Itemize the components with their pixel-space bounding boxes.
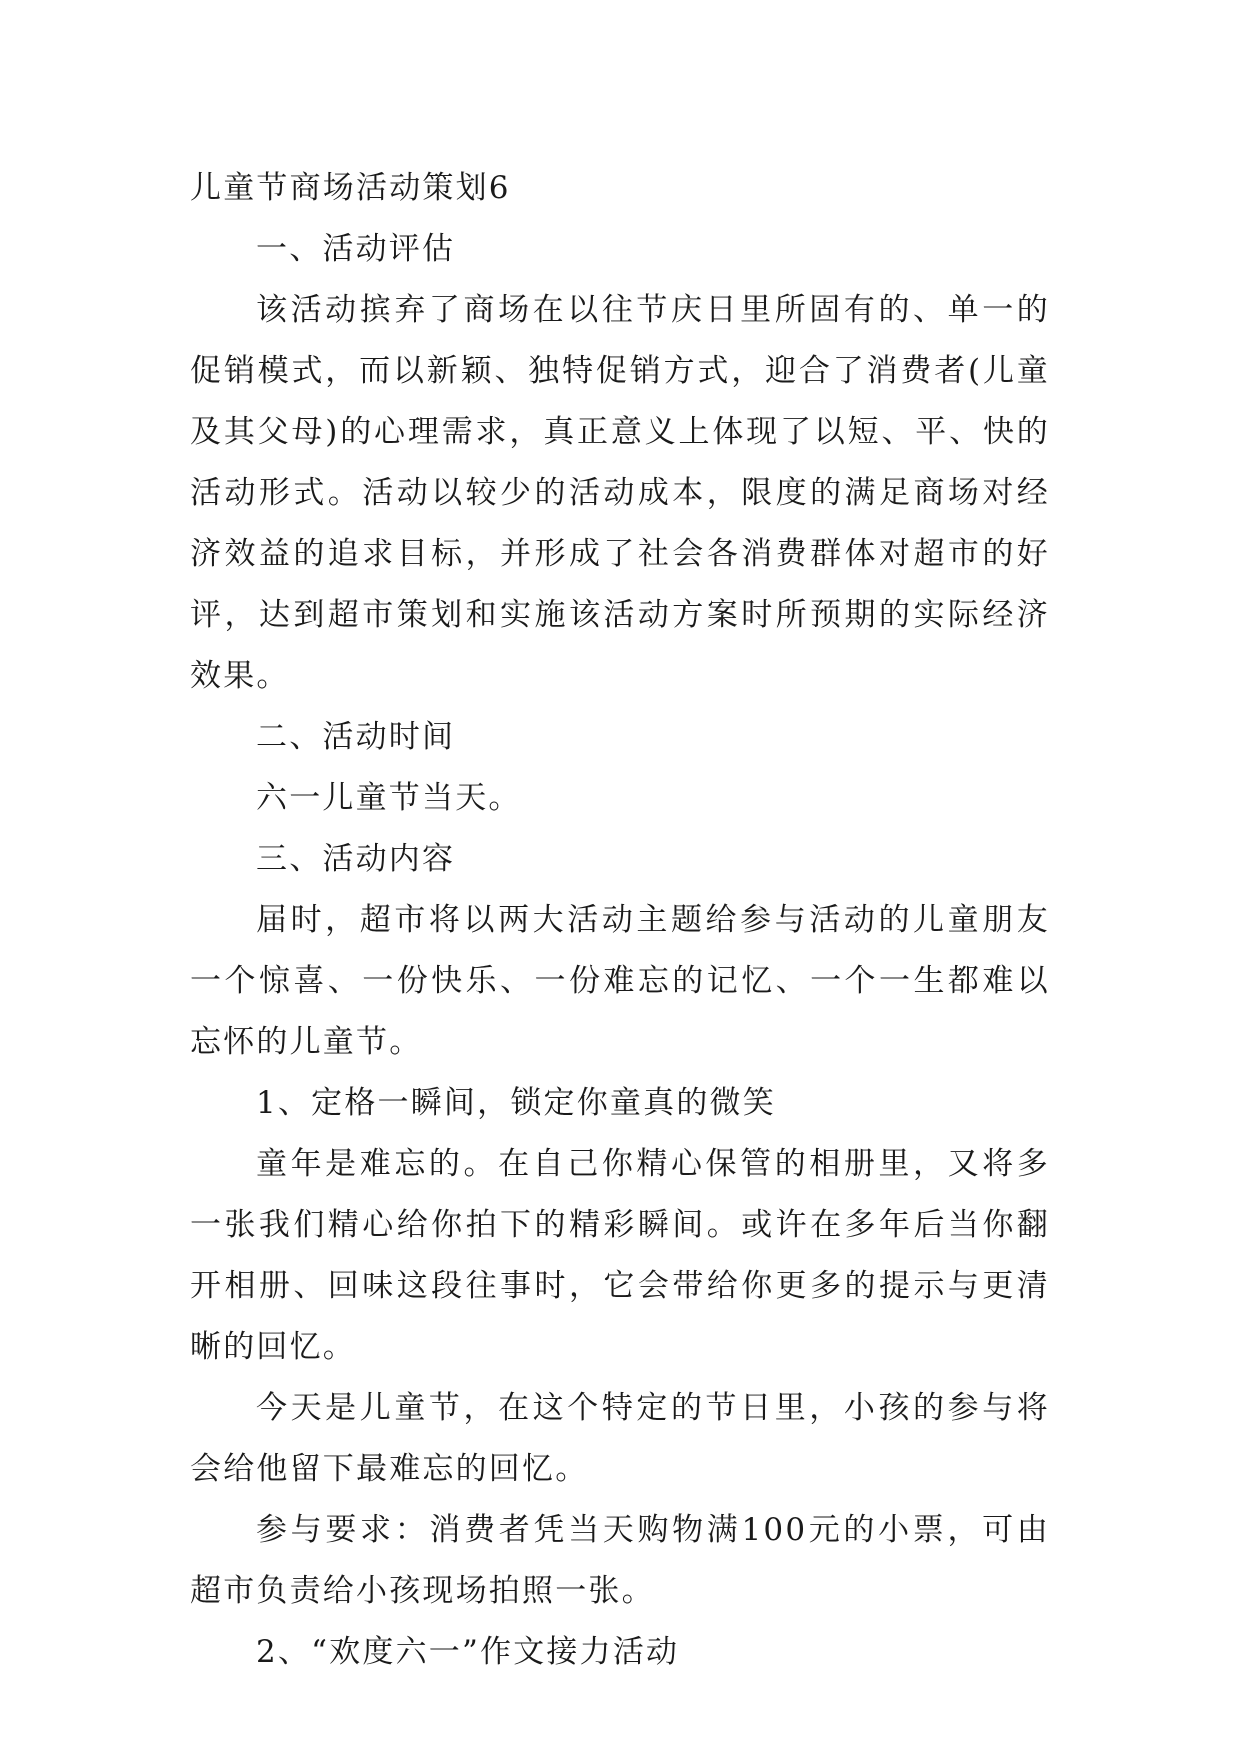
paragraph-photo-2: 今天是儿童节，在这个特定的节日里，小孩的参与将会给他留下最难忘的回忆。 xyxy=(190,1390,1050,1487)
section-heading-content: 三、活动内容 xyxy=(256,841,456,877)
document-title: 儿童节商场活动策划6 xyxy=(190,170,511,206)
paragraph-evaluation: 该活动摈弃了商场在以往节庆日里所固有的、单一的促销模式，而以新颖、独特促销方式，迎合了消费者(儿童及其父母)的心理需求，真正意义上体现了以短、平、快的活动形式。活动以较少的活动成本，限度的满足商场对经济效益的追求目标，并形成了社会各消费群体对超市的好评，达到超市策划和实施该活动方案时所预期的实际经济效果。 xyxy=(190,292,1050,694)
section-heading-time: 二、活动时间 xyxy=(256,719,456,755)
paragraph-content: 届时，超市将以两大活动主题给参与活动的儿童朋友一个惊喜、一份快乐、一份难忘的记忆、一个一生都难以忘怀的儿童节。 xyxy=(190,902,1050,1060)
paragraph-photo-requirement: 参与要求：消费者凭当天购物满100元的小票，可由超市负责给小孩现场拍照一张。 xyxy=(190,1512,1050,1609)
item-heading-photo: 1、定格一瞬间，锁定你童真的微笑 xyxy=(256,1085,776,1121)
document-body xyxy=(190,158,1050,1683)
item-heading-essay: 2、“欢度六一”作文接力活动 xyxy=(256,1634,680,1670)
paragraph-time: 六一儿童节当天。 xyxy=(256,780,522,816)
paragraph-photo-1: 童年是难忘的。在自己你精心保管的相册里，又将多一张我们精心给你拍下的精彩瞬间。或许在多年后当你翻开相册、回味这段往事时，它会带给你更多的提示与更清晰的回忆。 xyxy=(190,1146,1050,1365)
section-heading-evaluation: 一、活动评估 xyxy=(256,231,456,267)
